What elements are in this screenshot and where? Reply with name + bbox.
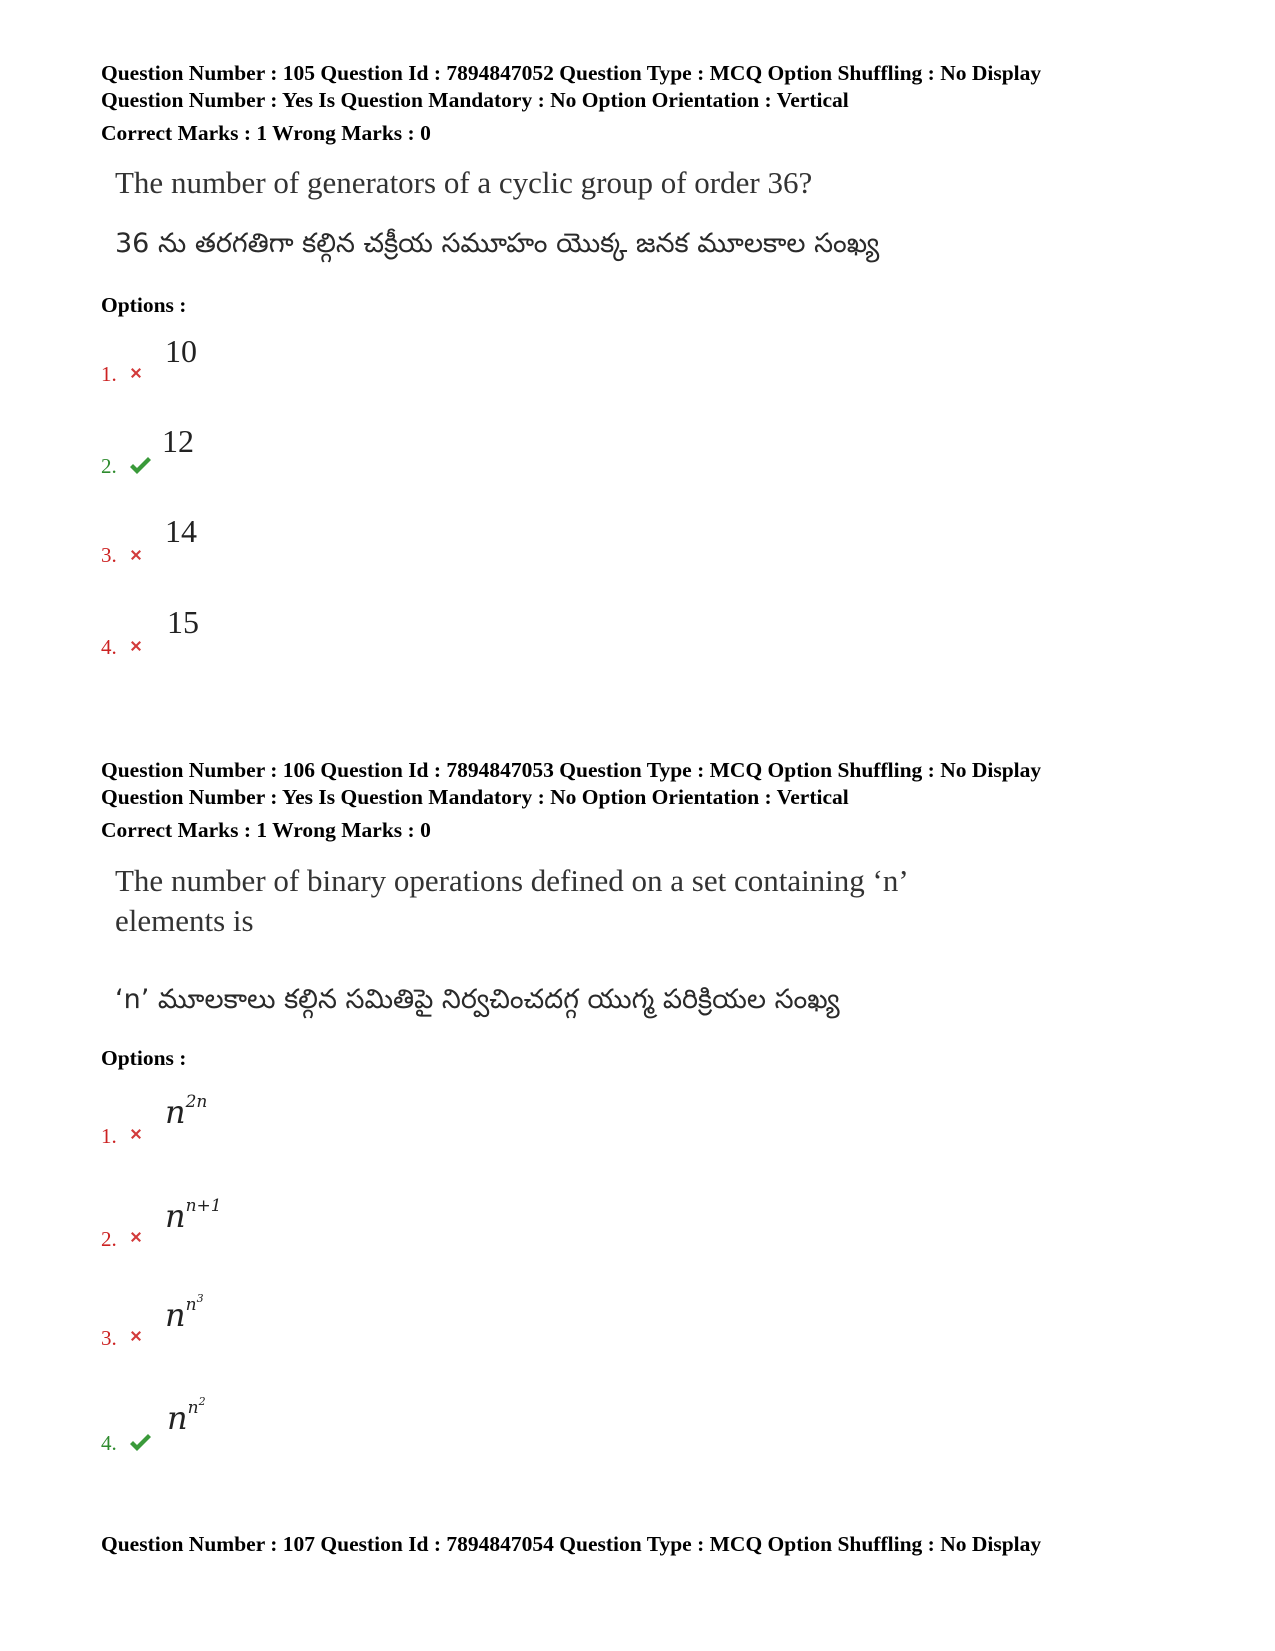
option-item: [101, 1197, 501, 1257]
option-item: [101, 335, 501, 395]
option-number: 3.: [101, 543, 117, 567]
options-label: Options :: [101, 1046, 187, 1070]
marks-line: Correct Marks : 1 Wrong Marks : 0: [101, 121, 431, 145]
option-item: [101, 1394, 501, 1461]
question-text-telugu: ‘n’ మూలకాలు కల్గిన సమితిపై నిర్వచించదగ్గ యుగ్మ పరిక్రియల సంఖ్య: [115, 984, 840, 1015]
wrong-cross-icon: [128, 638, 144, 654]
question-meta-line: Question Number : 105 Question Id : 7894847052 Question Type : MCQ Option Shuffling : No Display: [101, 61, 1042, 85]
option-value: 14: [165, 513, 197, 549]
option-number: 4.: [101, 635, 117, 659]
option-item: [101, 513, 501, 578]
marks-line: Correct Marks : 1 Wrong Marks : 0: [101, 818, 431, 842]
option-value: 12: [162, 423, 194, 459]
option-item: [101, 1093, 501, 1153]
option-value: $n^{n^3}$: [165, 1291, 204, 1334]
question-text-english: elements is: [115, 903, 254, 938]
question-text-english: The number of binary operations defined on a set containing ‘n’: [115, 863, 909, 898]
correct-check-icon: [128, 456, 152, 476]
wrong-cross-icon: [128, 1229, 144, 1245]
question-text-english: The number of generators of a cyclic group of order 36?: [115, 165, 813, 200]
option-number: 2.: [101, 1227, 117, 1251]
question-meta-line: Question Number : 107 Question Id : 7894847054 Question Type : MCQ Option Shuffling : No Display: [101, 1532, 1042, 1556]
question-meta-line: Question Number : 106 Question Id : 7894847053 Question Type : MCQ Option Shuffling : No Display: [101, 758, 1042, 782]
option-item: [101, 604, 501, 670]
correct-check-icon: [128, 1433, 152, 1453]
question-text-telugu: 36 ను తరగతిగా కల్గిన చక్రీయ సమూహం యొక్క జనక మూలకాల సంఖ్య: [115, 228, 880, 259]
option-item: [101, 1291, 501, 1356]
option-value: 15: [167, 604, 199, 640]
wrong-cross-icon: [128, 1126, 144, 1142]
option-value: $n^{2n}$: [165, 1092, 208, 1131]
question-meta-line: Question Number : Yes Is Question Mandatory : No Option Orientation : Vertical: [101, 785, 849, 809]
option-value: 10: [165, 333, 197, 369]
wrong-cross-icon: [128, 1328, 144, 1344]
option-number: 4.: [101, 1431, 117, 1455]
options-label: Options :: [101, 293, 187, 317]
option-number: 1.: [101, 362, 117, 386]
option-value: $n^{n^2}$: [167, 1394, 206, 1437]
wrong-cross-icon: [128, 547, 144, 563]
wrong-cross-icon: [128, 365, 144, 381]
option-item: [101, 423, 501, 487]
question-meta-line: Question Number : Yes Is Question Mandatory : No Option Orientation : Vertical: [101, 88, 849, 112]
option-number: 3.: [101, 1326, 117, 1350]
option-number: 1.: [101, 1124, 117, 1148]
option-number: 2.: [101, 454, 117, 478]
option-value: $n^{n+1}$: [165, 1196, 222, 1235]
